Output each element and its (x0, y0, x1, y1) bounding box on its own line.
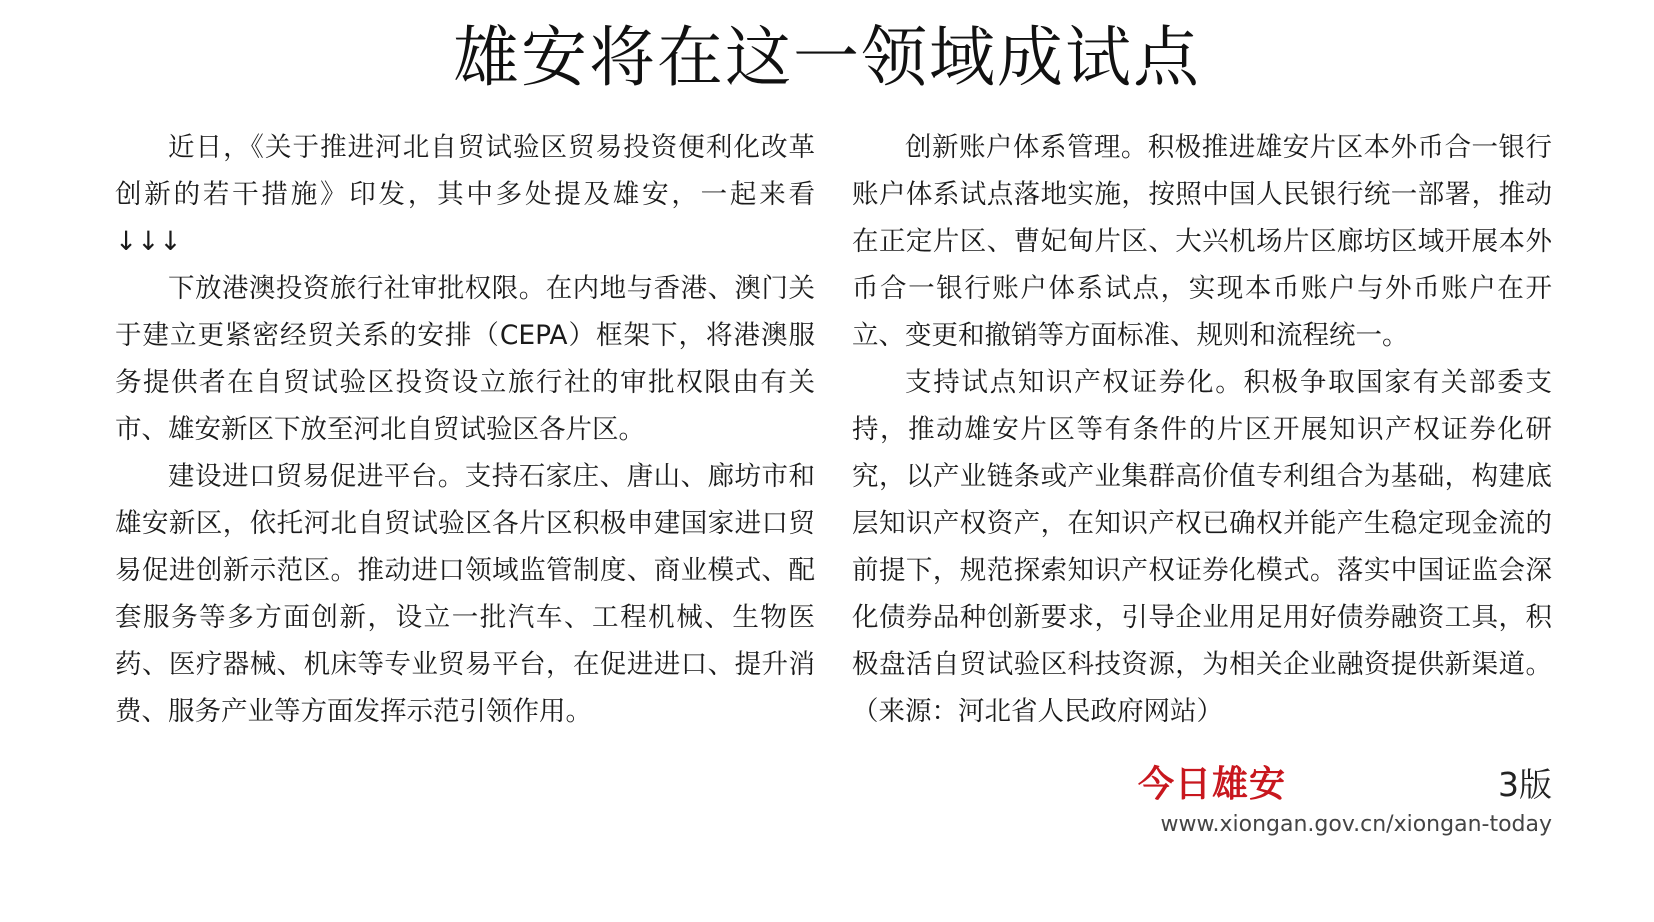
right-column (852, 124, 1552, 735)
left-column (115, 124, 815, 735)
article-title: 雄安将在这一领域成试点 (453, 19, 1201, 96)
website-url: www.xiongan.gov.cn/xiongan-today (1160, 812, 1552, 837)
paragraph-account-system: 创新账户体系管理。积极推进雄安片区本外币合一银行账户体系试点落地实施，按照中国人民银行统一部署，推动在正定片区、曹妃甸片区、大兴机场片区廊坊区域开展本外币合一银行账户体系试点，实现本币账户与外币账户在开立、变更和撤销等方面标准、规则和流程统一。 (852, 132, 1552, 351)
paragraph-travel-agency: 下放港澳投资旅行社审批权限。在内地与香港、澳门关于建立更紧密经贸关系的安排（CEPA）框架下，将港澳服务提供者在自贸试验区投资设立旅行社的审批权限由有关市、雄安新区下放至河北自贸试验区各片区。 (115, 273, 815, 445)
paragraph-intro: 近日，《关于推进河北自贸试验区贸易投资便利化改革创新的若干措施》印发，其中多处提及雄安，一起来看↓↓↓ (115, 132, 815, 257)
paragraph-ip-securitization: 支持试点知识产权证券化。积极争取国家有关部委支持，推动雄安片区等有条件的片区开展知识产权证券化研究，以产业链条或产业集群高价值专利组合为基础，构建底层知识产权资产，在知识产权已确权并能产生稳定现金流的前提下，规范探索知识产权证券化模式。落实中国证监会深化债券品种创新要求，引导企业用足用好债券融资工具，积极盘活自贸试验区科技资源，为相关企业融资提供新渠道。 （来源：河北省人民政府网站） (852, 367, 1552, 727)
paragraph-import-trade: 建设进口贸易促进平台。支持石家庄、唐山、廊坊市和雄安新区，依托河北自贸试验区各片区积极申建国家进口贸易促进创新示范区。推动进口领域监管制度、商业模式、配套服务等多方面创新，设立一批汽车、工程机械、生物医药、医疗器械、机床等专业贸易平台，在促进进口、提升消费、服务产业等方面发挥示范引领作用。 (115, 461, 815, 727)
newspaper-logo: 今日雄安 (1138, 763, 1287, 805)
page-number: 3版 (1498, 765, 1552, 804)
